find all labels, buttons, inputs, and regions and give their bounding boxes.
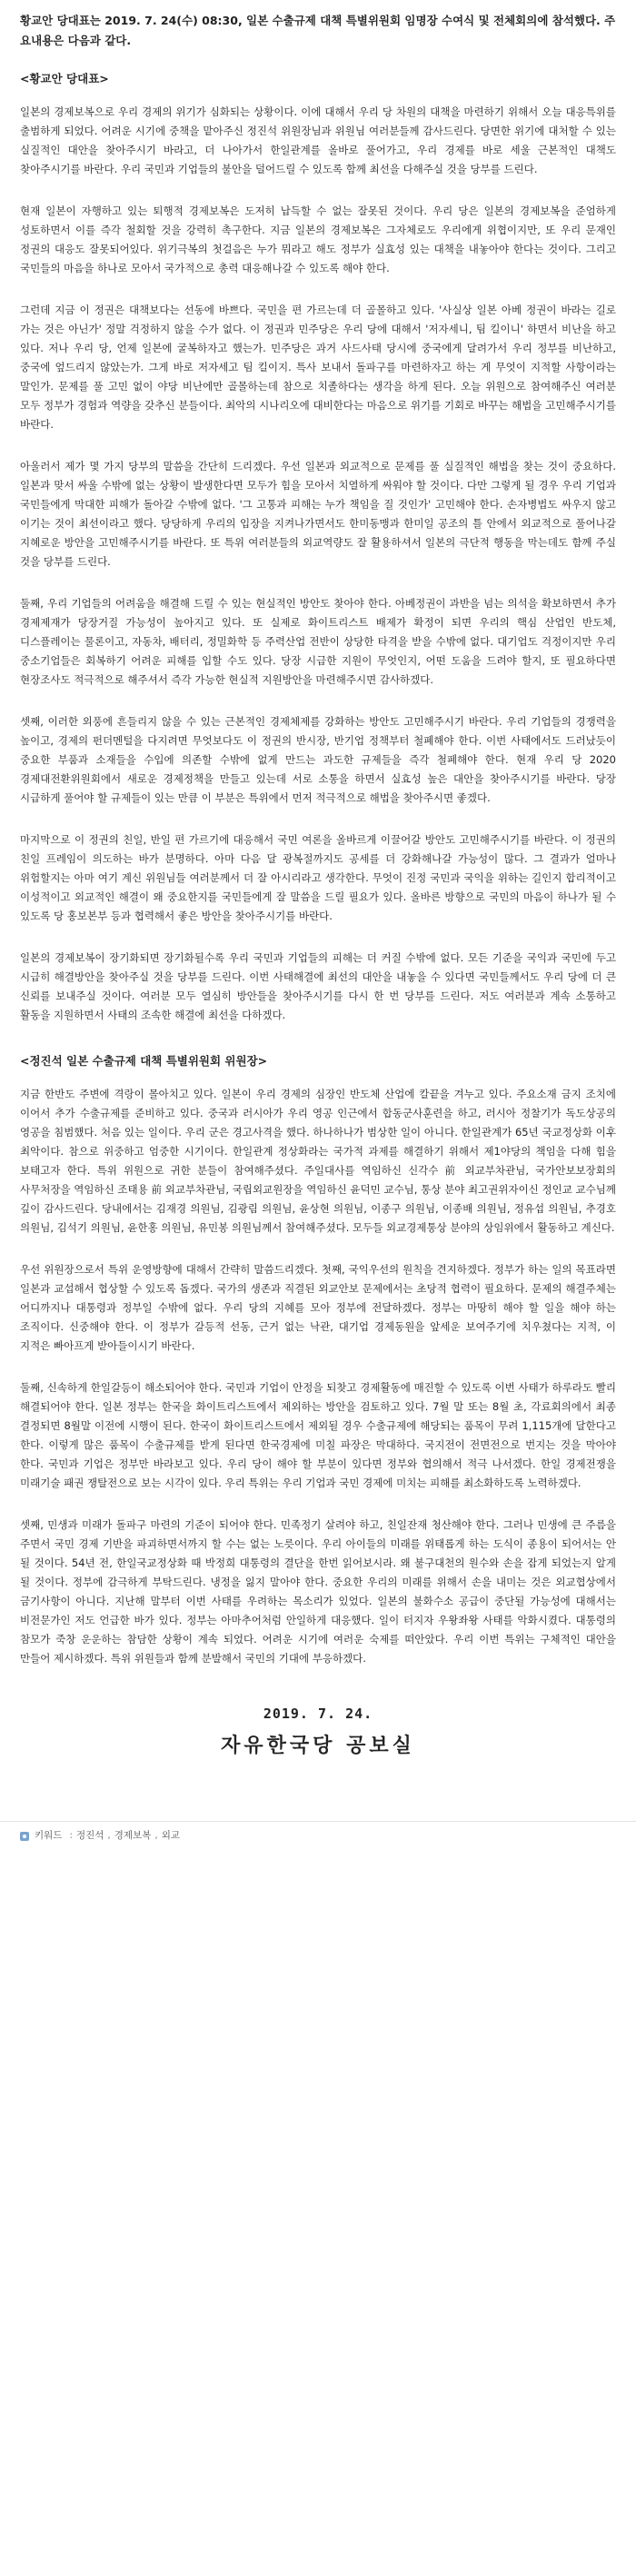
section-title-leader: <황교안 당대표>: [20, 72, 109, 85]
keyword-separator: :: [69, 1830, 73, 1841]
paragraph: 셋째, 민생과 미래가 돌파구 마련의 기준이 되어야 한다. 민족정기 살려야 하고, 친일잔재 청산해야 한다. 그러나 민생에 큰 주름을 주면서 국민 경제 기반을 파괴하면서까지 할 수는 없는 노릇이다. 우리 아이들의 미래를 위태롭게 하는 도식이 종용이 되어서는 안 될 것이다. 54년 전, 한일국교정상화 때 박정희 대통령의 결단을 한번 읽어보시라. 왜 불구대천의 원수와 손을 잡게 되었는지 알게 될 것이다. 정부에 감극하게 부탁드린다. 냉정을 잃지 말아야 한다. 중요한 우리의 미래를 위해서 손을 내미는 것은 외교협상에서 금기사항이 아니다. 지난해 말부터 이번 사태를 우려하는 목소리가 있었다. 일본의 불화수소 공급이 중단될 가능성에 대해서는 비전문가인 저도 언급한 바가 있다. 정부는 아마추어처럼 안일하게 대응했다. 일이 터지자 우왕좌왕 사태를 악화시켰다. 대통령의 참모가 죽창 운운하는 참담한 상황이 계속 되었다. 어려운 시기에 여러운 숙제를 떠안았다. 우리 이번 특위는 구체적인 대안을 만들어 제시하겠다. 특위 위원들과 함께 분발해서 국민의 기대에 부응하겠다.: [20, 1518, 616, 1665]
paragraph: 아울러서 제가 몇 가지 당부의 말씀을 간단히 드리겠다. 우선 일본과 외교적으로 문제를 풀 실질적인 해법을 찾는 것이 중요하다. 일본과 맞서 싸울 수밖에 없는 상황이 발생한다면 모두가 힘을 모아서 치열하게 싸워야 할 것이다. 다만 그렇게 될 경우 우리 기업과 국민들에게 막대한 피해가 돌아갈 수밖에 없다. '그 고통과 피해는 누가 책임을 질 것인가' 고민해야 한다. 손자병법도 싸우지 않고 이기는 것이 최선이라고 했다. 당당하게 우리의 입장을 지켜나가면서도 한미동맹과 한미일 공조의 틀 안에서 외교적으로 풀어나갈 지혜로운 방안을 고민해주시기를 바란다. 또 특위 여러분들의 외교역량도 잘 활용하셔서 일본의 극단적 행동을 막는데도 함께 주실 것을 당부를 드린다.: [20, 460, 616, 568]
paragraph: 둘째, 우리 기업들의 어려움을 해결해 드릴 수 있는 현실적인 방안도 찾아야 한다. 아베정권이 과반을 넘는 의석을 확보하면서 추가 경제제재가 당장거질 가능성이 높아지고 있다. 또 실제로 화이트리스트 배제가 확정이 되면 우리의 핵심 산업인 반도체, 디스플레이는 물론이고, 자동차, 배터리, 정밀화학 등 주력산업 전반이 상당한 타격을 받을 수밖에 없다. 대기업도 걱정이지만 우리 중소기업들은 회복하기 어려운 피해를 입할 수도 있다. 당장 시급한 지원이 무엇인지, 어떤 도움을 드려야 할지, 또 필요하다면 현장조사도 적극적으로 해주셔서 즉각 가능한 현실적 지원방안을 마련해주시면 감사하겠다.: [20, 597, 616, 686]
section-title-chair: <정진석 일본 수출규제 대책 특별위원회 위원장>: [20, 1054, 268, 1068]
section-leader: [20, 69, 616, 1025]
keyword-label: 키워드: [35, 1830, 63, 1841]
paragraph: 지금 한반도 주변에 격랑이 몰아치고 있다. 일본이 우리 경제의 심장인 반도체 산업에 칼끝을 겨누고 있다. 주요소재 금지 조치에 이어서 추가 수출규제를 준비하고 있다. 중국과 러시아가 우리 영공 인근에서 합동군사훈련을 하고, 러시아 정찰기가 독도상공의 영공을 침범했다. 처음 있는 일이다. 우리 군은 경고사격을 했다. 하나하나가 범상한 일이 아니다. 한일관계가 65년 국교정상화 이후 최악이다. 참으로 위중하고 엄중한 시기이다. 한일관계 정상화라는 국가적 과제를 해결하기 위해서 제1야당의 책임을 다해 힘을 보태고자 한다. 특위 위원으로 귀한 분들이 참여해주셨다. 주일대사를 역임하신 신각수 前 외교부차관님, 국가안보보장회의 사무처장을 역임하신 조태용 前 외교부차관님, 국립외교원장을 역임하신 윤덕민 교수님, 통상 분야 최고권위자이신 정인교 교수님께 깊이 감사드린다. 당내에서는 김재경 의원님, 김광림 의원님, 윤상현 의원님, 이종구 의원님, 이종배 의원님, 정유섭 의원님, 추경호 의원님, 김석기 의원님, 윤한홍 의원님, 유민봉 의원님께서 참여해주셨다. 모두들 외교경제통상 분야의 상임위에서 활동하고 계신다.: [20, 1088, 616, 1234]
tag-icon: [20, 1832, 29, 1841]
keyword-separator: ,: [107, 1830, 111, 1841]
keyword-link[interactable]: 경제보복: [114, 1830, 152, 1841]
paragraph: 셋째, 이러한 외풍에 흔들리지 않을 수 있는 근본적인 경제체제를 강화하는 방안도 고민해주시기 바란다. 우리 기업들의 경쟁력을 높이고, 경제의 펀더멘털을 다지려면 무엇보다도 이 정권의 반시장, 반기업 정책부터 철폐해야 한다. 이번 사태에서도 드러났듯이 중요한 부품과 소재들을 수입에 의존할 수밖에 없게 만드는 과도한 규제들을 즉각 철폐해야 한다. 현재 우리 당 2020 경제대전환위원회에서 새로운 경제정책을 만들고 있는데 서로 소통을 하면서 실효성 높은 대안을 찾아주시기를 바란다. 당장 시급하게 풀어야 할 규제들이 있는 만큼 이 부분은 특위에서 먼저 적극적으로 해법을 찾아주시면 좋겠다.: [20, 715, 616, 804]
paragraph: 일본의 경제보복이 장기화되면 장기화될수록 우리 국민과 기업들의 피해는 더 커질 수밖에 없다. 모든 기준을 국익과 국민에 두고 시급히 해결방안을 찾아주실 것을 당부를 드린다. 이번 사태해결에 최선의 대안을 내놓을 수 있다면 국민들께서도 우리 당에 더 큰 신뢰를 보내주실 것이다. 여러분 모두 열심히 방안들을 찾아주시기를 다시 한 번 당부를 드린다. 저도 여러분과 계속 소통하고 활동을 지원하면서 사태의 조속한 해결에 최선을 다하겠다.: [20, 951, 616, 1021]
paragraph: 우선 위원장으로서 특위 운영방향에 대해서 간략히 말씀드리겠다. 첫째, 국익우선의 원칙을 견지하겠다. 정부가 하는 일의 목표라면 일본과 교섭해서 협상할 수 있도록 돕겠다. 국가의 생존과 직결된 외교안보 문제에서는 초당적 협력이 필요하다. 문제의 해결주체는 어디까지나 대통령과 정부일 수밖에 없다. 우리 당의 지혜를 모아 정부에 전달하겠다. 정부는 마땅히 해야 할 일을 해야 하는 조직이다. 신중해야 한다. 이 정부가 갈등적 선동, 근거 없는 낙관, 대기업 경제동원을 앞세운 보여주기에 치우쳤다는 지적, 이 지적은 빠아프게 받아들이시기 바란다.: [20, 1263, 616, 1352]
keyword-link[interactable]: 정진석: [75, 1830, 104, 1841]
intro-text: 황교안 당대표는 2019. 7. 24(수) 08:30, 일본 수출규제 대책 특별위원회 임명장 수여식 및 전체회의에 참석했다. 주요내용은 다음과 같다.: [20, 14, 616, 47]
paragraph: 그런데 지금 이 정권은 대책보다는 선동에 바쁘다. 국민을 편 가르는데 더 골몰하고 있다. '사실상 일본 아베 정권이 바라는 길로 가는 것은 아닌가' 정말 걱정하지 않을 수가 없다. 이 정권과 민주당은 우리 당에 대해서 '저자세니, 팀 킬이니' 하면서 비난을 하고 있다. 저나 우리 당, 언제 일본에 굴복하자고 했는가. 민주당은 과거 사드사태 당시에 중국에게 달려가서 우리 정부를 비난하고, 중국에 엎드리지 않았는가. 그게 바로 저자세고 팀 킬이지. 특사 보내서 돌파구를 마련하자고 하는 게 무엇이 지적할 사항이라는 말인가. 문제를 풀 고민 없이 야당 비난에만 골몰하는데 참으로 치졸하다는 생각을 하게 된다. 오늘 위원으로 참여해주신 여러분 모두 정부가 경험과 역량을 갖추신 분들이다. 최악의 시나리오에 대비한다는 마음으로 위기를 기회로 바꾸는 해법을 고민해주시기를 바란다.: [20, 303, 616, 431]
release-footer: [20, 1705, 616, 1755]
paragraph: 둘째, 신속하게 한일갈등이 해소되어야 한다. 국민과 기업이 안정을 되찾고 경제활동에 매진할 수 있도록 이번 사태가 하루라도 빨리 해결되어야 한다. 일본 정부는 한국을 화이트리스트에서 제외하는 방안을 검토하고 있다. 7월 말 또는 8월 초, 각료회의에서 최종 결정되면 8월말 이전에 시행이 된다. 한국이 화이트리스트에서 제외될 경우 수출규제에 해당되는 품목이 무려 1,115개에 달한다고 한다. 이렇게 많은 품목이 수출규제를 받게 된다면 한국경제에 미칠 파장은 막대하다. 국지전이 전면전으로 번지는 것을 막아야 한다. 국민과 기업은 정부만 바라보고 있다. 우리 당이 해야 할 부분이 있다면 정부와 협의해서 적극 나서겠다. 한일 경제전쟁을 미래기술 패권 쟁탈전으로 보는 시각이 있다. 우리 특위는 우리 기업과 국민 경제에 미치는 피해를 최소화하도록 노력하겠다.: [20, 1381, 616, 1489]
paragraph: 일본의 경제보복으로 우리 경제의 위기가 심화되는 상황이다. 이에 대해서 우리 당 차원의 대책을 마련하기 위해서 오늘 대응특위를 출범하게 되었다. 어려운 시기에 중책을 맡아주신 정진석 위원장님과 위원님 여러분들께 감사드린다. 당면한 위기에 대처할 수 있는 실질적인 대안을 찾아주시기 바라고, 더 나아가서 한일관계를 올바로 풀어가고, 우리 경제를 바로 세울 근본적인 대책도 찾아주시기를 바란다. 우리 국민과 기업들의 불안을 덜어드릴 수 있도록 함께 최선을 다해주실 것을 당부를 드린다.: [20, 105, 616, 175]
issuing-organization: 자유한국당 공보실: [221, 1735, 415, 1757]
keyword-separator: ,: [154, 1830, 158, 1841]
keyword-tag-bar: [0, 1821, 636, 1851]
release-date: 2019. 7. 24.: [263, 1706, 373, 1722]
paragraph: 마지막으로 이 정권의 친일, 반일 편 가르기에 대응해서 국민 여론을 올바르게 이끌어갈 방안도 고민해주시기를 바란다. 이 정권의 친일 프레임이 의도하는 바가 분명하다. 아마 다음 달 광복절까지도 공세를 더 강화해나갈 가능성이 많다. 그 결과가 얼마나 위험할지는 아마 여기 계신 위원님들 여러분께서 더 잘 아시리라고 생각한다. 무엇이 진정 국민과 국익을 위하는 길인지 합리적이고 이성적이고 외교적인 해결이 왜 중요한지를 국민들에게 잘 말씀을 드릴 필요가 있다. 올바른 방향으로 국민의 마음이 하나가 될 수 있도록 당 홍보본부 등과 협력해서 좋은 방안을 찾아주시기를 바란다.: [20, 833, 616, 922]
section-committee-chair: [20, 1051, 616, 1668]
keyword-link[interactable]: 외교: [161, 1830, 180, 1841]
paragraph: 현재 일본이 자행하고 있는 퇴행적 경제보복은 도저히 납득할 수 없는 잘못된 것이다. 우리 당은 일본의 경제보복을 준엄하게 성토하면서 이를 즉각 철회할 것을 강력히 촉구한다. 지금 일본의 경제보복은 그자체로도 우리에게 위협이지만, 또 우리 문재인 정권의 대응도 잘못되어있다. 위기극복의 첫걸음은 누가 뭐라고 해도 정부가 실효성 있는 대책을 내놓아야 한다는 것이다. 그리고 국민들의 마음을 하나로 모아서 국가적으로 총력 대응해나갈 수 있도록 해야 한다.: [20, 204, 616, 274]
